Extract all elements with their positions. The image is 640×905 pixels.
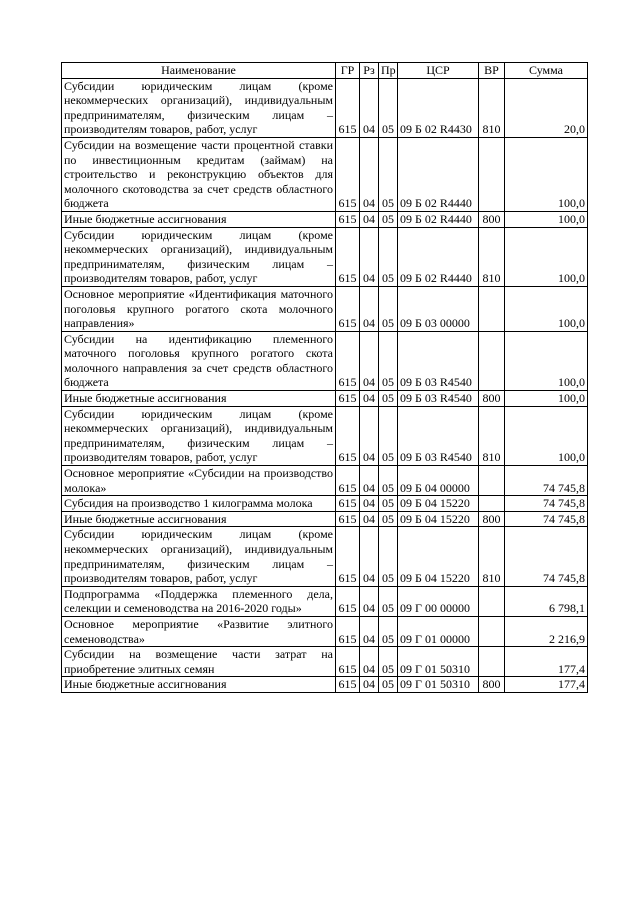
cell-gr: 615	[336, 78, 360, 137]
cell-name: Субсидии юридическим лицам (кроме некоммерческих организаций), индивидуальным предпринимателям, физическим лицам – производителям товаров, работ, услуг	[62, 406, 336, 465]
cell-csr: 09 Б 02 R4430	[398, 78, 479, 137]
table-row	[62, 137, 588, 211]
cell-rz: 04	[360, 677, 379, 693]
cell-vr	[479, 616, 505, 646]
cell-gr: 615	[336, 211, 360, 227]
table-header-row	[62, 63, 588, 79]
cell-name: Субсидии юридическим лицам (кроме некоммерческих организаций), индивидуальным предпринимателям, физическим лицам – производителям товаров, работ, услуг	[62, 78, 336, 137]
cell-pr: 05	[379, 227, 398, 286]
cell-rz: 04	[360, 137, 379, 211]
cell-vr: 810	[479, 78, 505, 137]
budget-table	[61, 62, 588, 693]
cell-sum: 100,0	[505, 211, 588, 227]
cell-sum: 100,0	[505, 227, 588, 286]
header-vr: ВР	[479, 63, 505, 79]
table-row	[62, 466, 588, 496]
cell-gr: 615	[336, 391, 360, 407]
cell-sum: 100,0	[505, 137, 588, 211]
cell-name: Субсидия на производство 1 килограмма молока	[62, 496, 336, 512]
cell-name: Субсидии на возмещение части затрат на приобретение элитных семян	[62, 647, 336, 677]
table-row	[62, 647, 588, 677]
cell-name: Иные бюджетные ассигнования	[62, 677, 336, 693]
cell-gr: 615	[336, 527, 360, 586]
cell-pr: 05	[379, 331, 398, 390]
cell-rz: 04	[360, 647, 379, 677]
cell-sum: 100,0	[505, 286, 588, 331]
cell-csr: 09 Б 02 R4440	[398, 137, 479, 211]
table-row	[62, 527, 588, 586]
cell-rz: 04	[360, 586, 379, 616]
cell-name: Основное мероприятие «Развитие элитного семеноводства»	[62, 616, 336, 646]
cell-vr: 810	[479, 227, 505, 286]
table-row	[62, 331, 588, 390]
cell-vr	[479, 586, 505, 616]
table-row	[62, 391, 588, 407]
cell-rz: 04	[360, 331, 379, 390]
cell-name: Основное мероприятие «Субсидии на производство молока»	[62, 466, 336, 496]
cell-sum: 74 745,8	[505, 496, 588, 512]
cell-pr: 05	[379, 616, 398, 646]
cell-rz: 04	[360, 78, 379, 137]
cell-csr: 09 Б 03 R4540	[398, 406, 479, 465]
cell-rz: 04	[360, 286, 379, 331]
cell-csr: 09 Б 03 R4540	[398, 391, 479, 407]
cell-sum: 100,0	[505, 391, 588, 407]
cell-name: Подпрограмма «Поддержка племенного дела, селекции и семеноводства на 2016-2020 годы»	[62, 586, 336, 616]
cell-pr: 05	[379, 527, 398, 586]
cell-csr: 09 Б 04 15220	[398, 496, 479, 512]
cell-name: Основное мероприятие «Идентификация маточного поголовья крупного рогатого скота молочного направления»	[62, 286, 336, 331]
table-row	[62, 227, 588, 286]
cell-pr: 05	[379, 496, 398, 512]
cell-csr: 09 Б 04 15220	[398, 527, 479, 586]
table-row	[62, 286, 588, 331]
cell-vr: 810	[479, 406, 505, 465]
cell-rz: 04	[360, 406, 379, 465]
table-row	[62, 406, 588, 465]
cell-vr	[479, 137, 505, 211]
cell-vr	[479, 331, 505, 390]
cell-gr: 615	[336, 511, 360, 527]
cell-pr: 05	[379, 78, 398, 137]
cell-gr: 615	[336, 616, 360, 646]
cell-gr: 615	[336, 586, 360, 616]
cell-name: Субсидии юридическим лицам (кроме некоммерческих организаций), индивидуальным предпринимателям, физическим лицам – производителям товаров, работ, услуг	[62, 527, 336, 586]
cell-csr: 09 Б 03 00000	[398, 286, 479, 331]
cell-sum: 100,0	[505, 331, 588, 390]
cell-vr: 810	[479, 527, 505, 586]
cell-name: Иные бюджетные ассигнования	[62, 391, 336, 407]
cell-pr: 05	[379, 406, 398, 465]
cell-csr: 09 Б 04 15220	[398, 511, 479, 527]
cell-gr: 615	[336, 496, 360, 512]
cell-csr: 09 Б 03 R4540	[398, 331, 479, 390]
cell-csr: 09 Г 01 00000	[398, 616, 479, 646]
cell-pr: 05	[379, 137, 398, 211]
cell-sum: 177,4	[505, 677, 588, 693]
table-row	[62, 211, 588, 227]
cell-csr: 09 Г 01 50310	[398, 677, 479, 693]
cell-name: Иные бюджетные ассигнования	[62, 211, 336, 227]
cell-rz: 04	[360, 227, 379, 286]
header-sum: Сумма	[505, 63, 588, 79]
table-row	[62, 677, 588, 693]
cell-gr: 615	[336, 286, 360, 331]
cell-csr: 09 Г 01 50310	[398, 647, 479, 677]
cell-pr: 05	[379, 391, 398, 407]
header-rz: Рз	[360, 63, 379, 79]
cell-csr: 09 Б 02 R4440	[398, 227, 479, 286]
cell-sum: 20,0	[505, 78, 588, 137]
cell-pr: 05	[379, 586, 398, 616]
cell-gr: 615	[336, 406, 360, 465]
cell-rz: 04	[360, 511, 379, 527]
cell-gr: 615	[336, 466, 360, 496]
header-csr: ЦСР	[398, 63, 479, 79]
cell-rz: 04	[360, 527, 379, 586]
table-row	[62, 616, 588, 646]
cell-gr: 615	[336, 677, 360, 693]
table-row	[62, 586, 588, 616]
cell-rz: 04	[360, 616, 379, 646]
cell-gr: 615	[336, 227, 360, 286]
cell-sum: 100,0	[505, 406, 588, 465]
cell-vr	[479, 466, 505, 496]
table-row	[62, 78, 588, 137]
table-row	[62, 511, 588, 527]
header-pr: Пр	[379, 63, 398, 79]
cell-rz: 04	[360, 496, 379, 512]
cell-name: Иные бюджетные ассигнования	[62, 511, 336, 527]
cell-pr: 05	[379, 647, 398, 677]
cell-gr: 615	[336, 647, 360, 677]
cell-name: Субсидии на возмещение части процентной ставки по инвестиционным кредитам (займам) на строительство и реконструкцию объектов для молочного скотоводства за счет средств областного бюджета	[62, 137, 336, 211]
cell-csr: 09 Г 00 00000	[398, 586, 479, 616]
cell-vr	[479, 647, 505, 677]
cell-vr: 800	[479, 211, 505, 227]
cell-pr: 05	[379, 466, 398, 496]
cell-rz: 04	[360, 466, 379, 496]
cell-pr: 05	[379, 677, 398, 693]
cell-name: Субсидии юридическим лицам (кроме некоммерческих организаций), индивидуальным предпринимателям, физическим лицам – производителям товаров, работ, услуг	[62, 227, 336, 286]
cell-vr: 800	[479, 511, 505, 527]
cell-sum: 6 798,1	[505, 586, 588, 616]
document-page	[61, 62, 587, 693]
cell-pr: 05	[379, 286, 398, 331]
cell-csr: 09 Б 04 00000	[398, 466, 479, 496]
cell-vr: 800	[479, 391, 505, 407]
cell-csr: 09 Б 02 R4440	[398, 211, 479, 227]
cell-name: Субсидии на идентификацию племенного маточного поголовья крупного рогатого скота молочного направления за счет средств областного бюджета	[62, 331, 336, 390]
cell-vr: 800	[479, 677, 505, 693]
header-name: Наименование	[62, 63, 336, 79]
cell-sum: 177,4	[505, 647, 588, 677]
cell-sum: 2 216,9	[505, 616, 588, 646]
cell-rz: 04	[360, 211, 379, 227]
cell-rz: 04	[360, 391, 379, 407]
cell-sum: 74 745,8	[505, 527, 588, 586]
cell-vr	[479, 286, 505, 331]
cell-pr: 05	[379, 511, 398, 527]
table-row	[62, 496, 588, 512]
cell-sum: 74 745,8	[505, 511, 588, 527]
cell-gr: 615	[336, 137, 360, 211]
cell-gr: 615	[336, 331, 360, 390]
header-gr: ГР	[336, 63, 360, 79]
table-body	[62, 78, 588, 692]
cell-pr: 05	[379, 211, 398, 227]
cell-sum: 74 745,8	[505, 466, 588, 496]
cell-vr	[479, 496, 505, 512]
